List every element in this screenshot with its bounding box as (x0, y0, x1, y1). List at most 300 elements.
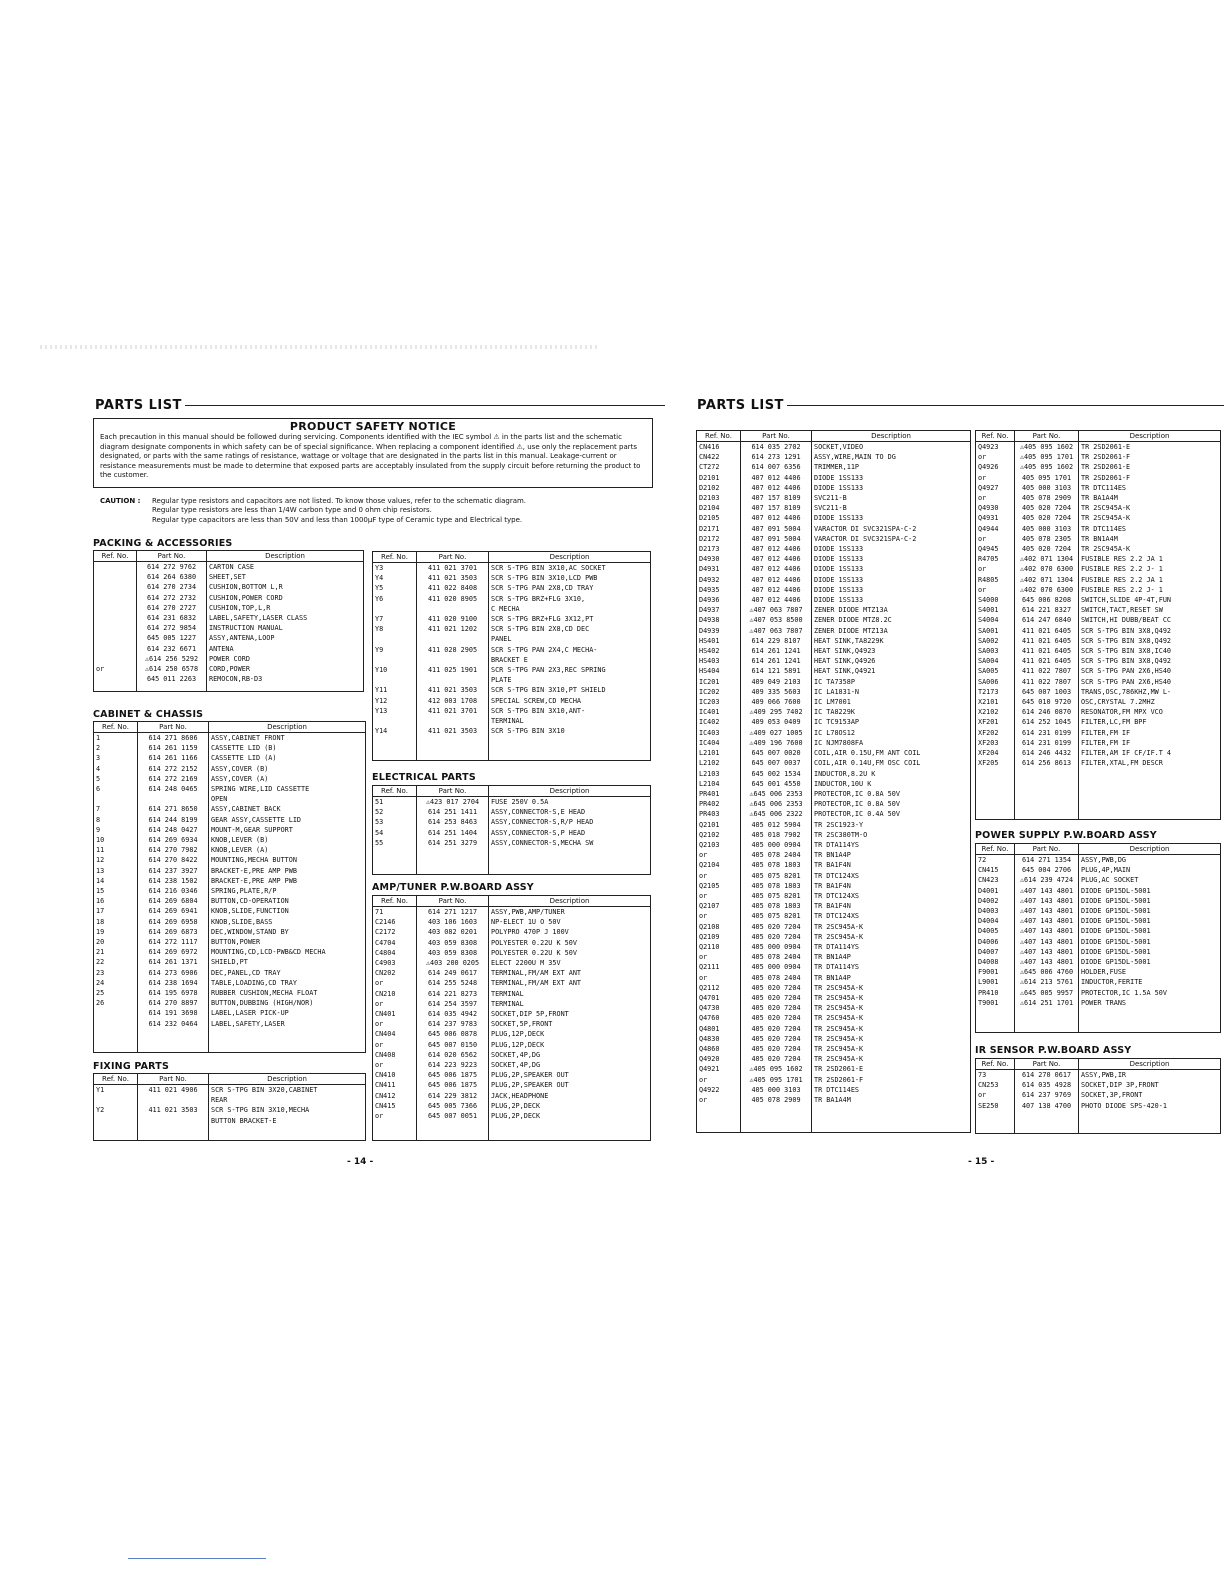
description-cell: SCR S-TPG BRZ+FLG 3X12,PT (489, 614, 651, 624)
ref-no-cell: SA005 (976, 666, 1015, 676)
table-row (697, 779, 971, 789)
ref-no-cell: Q2101 (697, 820, 741, 830)
part-no-cell: 614 231 0199 (1015, 738, 1079, 748)
description-cell: TR BA1F4N (812, 901, 971, 911)
table-row (976, 605, 1221, 615)
ref-no-cell: XF204 (976, 748, 1015, 758)
part-no-cell: 614 264 6380 (137, 572, 207, 582)
part-no-cell: 405 078 1803 (741, 901, 812, 911)
table-row (94, 978, 366, 988)
description-cell: TR 2SC945A-K (812, 993, 971, 1003)
ref-no-cell: Q4920 (697, 1054, 741, 1064)
ref-no-cell: 26 (94, 998, 138, 1008)
ref-no-cell: T9001 (976, 998, 1015, 1008)
part-no-cell: ⚠407 143 4801 (1015, 886, 1079, 896)
description-cell: TERMINAL,FM/AM EXT ANT (489, 978, 651, 988)
ref-no-cell: CN401 (373, 1009, 417, 1019)
table-row (976, 896, 1221, 906)
table-row (94, 957, 366, 967)
table-row (976, 483, 1221, 493)
ref-no-cell: Q2110 (697, 942, 741, 952)
ref-no-cell: 20 (94, 937, 138, 947)
part-no-cell: 614 238 1694 (138, 978, 209, 988)
part-no-cell: 645 005 7366 (417, 1101, 489, 1111)
table-row (976, 1070, 1221, 1081)
table-row (976, 473, 1221, 483)
ref-no-cell: Q4921 (697, 1064, 741, 1074)
ref-no-cell: Q4730 (697, 1003, 741, 1013)
part-no-cell: 614 229 8107 (741, 636, 812, 646)
part-no-cell: 403 059 8308 (417, 948, 489, 958)
ref-no-cell (373, 716, 417, 726)
table-row (976, 462, 1221, 472)
description-cell: IC TC9153AP (812, 717, 971, 727)
table-row (94, 876, 366, 886)
part-no-cell: 614 237 9769 (1015, 1090, 1079, 1100)
part-no-cell: 405 020 7204 (741, 1054, 812, 1064)
ref-no-cell: C2146 (373, 917, 417, 927)
table-row (94, 1116, 366, 1126)
ref-no-cell: HS401 (697, 636, 741, 646)
product-safety-notice (93, 418, 653, 488)
caution-label: CAUTION : (100, 497, 141, 505)
table-row (94, 968, 366, 978)
part-no-cell: 614 249 0617 (417, 968, 489, 978)
part-no-cell: ⚠645 006 2353 (741, 789, 812, 799)
table-row (697, 871, 971, 881)
column-header: Part No. (741, 431, 812, 442)
part-no-cell (138, 1116, 209, 1126)
table-row (976, 916, 1221, 926)
description-cell: DIODE 1SS133 (812, 564, 971, 574)
table-row (373, 645, 651, 655)
section-title-amptuner: AMP/TUNER P.W.BOARD ASSY (372, 882, 534, 893)
ref-no-cell: D2103 (697, 493, 741, 503)
part-no-cell: 405 078 1803 (741, 881, 812, 891)
table-row (373, 604, 651, 614)
description-cell: SPRING,PLATE,R/P (209, 886, 366, 896)
table-row (94, 988, 366, 998)
ref-no-cell (94, 1008, 138, 1018)
table-row (697, 564, 971, 574)
description-cell: TERMINAL (489, 989, 651, 999)
table-row (373, 978, 651, 988)
ref-no-cell: or (697, 973, 741, 983)
description-cell: SOCKET,DIP 3P,FRONT (1079, 1080, 1221, 1090)
description-cell: FUSE 250V 0.5A (489, 797, 651, 808)
part-no-cell: 405 020 7204 (1015, 513, 1079, 523)
part-no-cell: 405 020 7204 (741, 993, 812, 1003)
part-no-cell: 614 121 5891 (741, 666, 812, 676)
description-cell: TRIMMER,11P (812, 462, 971, 472)
ref-no-cell: D4930 (697, 554, 741, 564)
table-row (976, 988, 1221, 998)
part-no-cell: 645 004 2706 (1015, 865, 1079, 875)
table-row (94, 804, 366, 814)
column-header: Description (489, 552, 651, 563)
description-cell: ASSY,CONNECTOR-S,MECHA SW (489, 838, 651, 848)
description-cell: RUBBER CUSHION,MECHA FLOAT (209, 988, 366, 998)
table-row (976, 442, 1221, 453)
ref-no-cell: or (697, 871, 741, 881)
part-no-cell: 405 000 3103 (1015, 483, 1079, 493)
table-row (94, 794, 366, 804)
description-cell: INSTRUCTION MANUAL (207, 623, 364, 633)
table-row (697, 687, 971, 697)
table-row (373, 828, 651, 838)
part-no-cell: ⚠405 095 1602 (741, 1064, 812, 1074)
description-cell: CARTON CASE (207, 562, 364, 573)
description-cell: TR BA1A4M (812, 1095, 971, 1105)
table-row (94, 937, 366, 947)
table-row (697, 544, 971, 554)
description-cell: TR 2SD2061-E (1079, 462, 1221, 472)
ref-no-cell: CN411 (373, 1080, 417, 1090)
ref-no-cell (94, 582, 137, 592)
table-row (94, 927, 366, 937)
table-row (697, 452, 971, 462)
part-no-cell: 614 252 1045 (1015, 717, 1079, 727)
description-cell: SOCKET,3P,FRONT (1079, 1090, 1221, 1100)
description-cell: ZENER DIODE MTZ13A (812, 605, 971, 615)
column-header: Description (209, 1074, 366, 1085)
ref-no-cell (373, 634, 417, 644)
ref-no-cell: SA006 (976, 677, 1015, 687)
table-row (373, 938, 651, 948)
ref-no-cell: 21 (94, 947, 138, 957)
description-cell: BRACKET-E,PRE AMP PWB (209, 866, 366, 876)
description-cell: TR BA1F4N (812, 881, 971, 891)
section-title-cabinet: CABINET & CHASSIS (93, 709, 204, 720)
parts-table (372, 895, 651, 1141)
part-no-cell: 614 216 0346 (138, 886, 209, 896)
description-cell: SWITCH,SLIDE 4P-4T,FUN (1079, 595, 1221, 605)
table-row (373, 999, 651, 1009)
part-no-cell: 405 000 0904 (741, 962, 812, 972)
ref-no-cell (94, 623, 137, 633)
description-cell: JACK,HEADPHONE (489, 1091, 651, 1101)
table-row (697, 942, 971, 952)
table-row (976, 697, 1221, 707)
table-row (976, 1101, 1221, 1111)
part-no-cell: ⚠407 063 7807 (741, 626, 812, 636)
part-no-cell: 614 221 8273 (417, 989, 489, 999)
table-row (697, 973, 971, 983)
description-cell: PROTECTOR,IC 0.4A 50V (812, 809, 971, 819)
part-no-cell: 405 000 3103 (741, 1085, 812, 1095)
table-row (697, 881, 971, 891)
part-no-cell: 405 078 2305 (1015, 534, 1079, 544)
ref-no-cell: 19 (94, 927, 138, 937)
table-row (697, 1095, 971, 1105)
part-no-cell: 409 053 0409 (741, 717, 812, 727)
table-row (697, 1034, 971, 1044)
table-row (94, 743, 366, 753)
part-no-cell: 405 020 7204 (741, 1044, 812, 1054)
table-row (697, 1024, 971, 1034)
scan-noise (40, 345, 600, 349)
table-row (94, 623, 364, 633)
table-row (94, 633, 364, 643)
ref-no-cell: IC403 (697, 728, 741, 738)
description-cell: FILTER,AM IF CF/IF.T 4 (1079, 748, 1221, 758)
description-cell: LABEL,LASER PICK-UP (209, 1008, 366, 1018)
description-cell: TR 2SC945A-K (1079, 503, 1221, 513)
table-row (697, 850, 971, 860)
part-no-cell: 614 238 1502 (138, 876, 209, 886)
description-cell: ASSY,CABINET FRONT (209, 733, 366, 744)
ref-no-cell: 5 (94, 774, 138, 784)
part-no-cell: 411 028 2905 (417, 645, 489, 655)
table-row (697, 442, 971, 453)
table-row (94, 825, 366, 835)
part-no-cell: ⚠423 017 2704 (417, 797, 489, 808)
table-row (94, 593, 364, 603)
part-no-cell: 645 010 9720 (1015, 697, 1079, 707)
part-no-cell: 645 007 0037 (741, 758, 812, 768)
description-cell: TR 2SC945A-K (812, 1044, 971, 1054)
ref-no-cell: CN412 (373, 1091, 417, 1101)
part-no-cell: 614 272 2169 (138, 774, 209, 784)
description-cell: TR DTC124XS (812, 891, 971, 901)
ref-no-cell: SA003 (976, 646, 1015, 656)
description-cell: SPECIAL SCREW,CD MECHA (489, 696, 651, 706)
notice-text: Each precaution in this manual should be followed during servicing. Components identified with the IEC symbol ⚠ in the parts list and the schematic diagram designate components in which safety can be of special significance. When replacing a component identified ⚠, use only the replacement parts designated, or parts with the same ratings of resistance, wattage or voltage that are designated in the parts list in this manual. Leakage-current or resistance measurements must be made to determine that exposed parts are acceptably insulated from the supply circuit before returning the product to the customer. (100, 433, 641, 480)
description-cell: PROTECTOR,IC 0.8A 50V (812, 789, 971, 799)
table-row (94, 664, 364, 674)
description-cell: PLUG,2P,SPEAKER OUT (489, 1080, 651, 1090)
ref-no-cell (94, 633, 137, 643)
part-no-cell: 614 270 0617 (1015, 1070, 1079, 1081)
part-no-cell: 614 271 1354 (1015, 855, 1079, 866)
ref-no-cell: D4006 (976, 937, 1015, 947)
ref-no-cell (94, 1116, 138, 1126)
ref-no-cell: XF202 (976, 728, 1015, 738)
table-row (697, 636, 971, 646)
part-no-cell: 403 082 0201 (417, 927, 489, 937)
description-cell: PLUG,2P,DECK (489, 1101, 651, 1111)
ref-no-cell: 12 (94, 855, 138, 865)
part-no-cell: 407 157 8109 (741, 493, 812, 503)
part-no-cell: 407 012 4406 (741, 483, 812, 493)
part-no-cell: 405 078 2404 (741, 973, 812, 983)
description-cell: ASSY,PWB,AMP/TUNER (489, 907, 651, 918)
part-no-cell: 614 269 6873 (138, 927, 209, 937)
description-cell: TR 2SC945A-K (812, 1054, 971, 1064)
table-row (976, 656, 1221, 666)
table-row (697, 483, 971, 493)
ref-no-cell: XF203 (976, 738, 1015, 748)
ref-no-cell: D2102 (697, 483, 741, 493)
description-cell: TR DTC114ES (1079, 483, 1221, 493)
table-row (94, 906, 366, 916)
description-cell: PROTECTOR,IC 1.5A 50V (1079, 988, 1221, 998)
ref-no-cell: Q2108 (697, 922, 741, 932)
column-header: Ref. No. (94, 551, 137, 562)
description-cell: KNOB,SLIDE,BASS (209, 917, 366, 927)
part-no-cell: 614 246 0870 (1015, 707, 1079, 717)
ref-no-cell: Q4801 (697, 1024, 741, 1034)
part-no-cell: 614 251 3279 (417, 838, 489, 848)
table-row (373, 716, 651, 726)
part-no-cell: 405 020 7204 (741, 1003, 812, 1013)
part-no-cell: 614 271 1217 (417, 907, 489, 918)
ref-no-cell: Q2104 (697, 860, 741, 870)
ref-no-cell: Y3 (373, 563, 417, 574)
ref-no-cell: Q2103 (697, 840, 741, 850)
part-no-cell: 409 335 5603 (741, 687, 812, 697)
ref-no-cell: CN415 (373, 1101, 417, 1111)
table-row (697, 605, 971, 615)
ref-no-cell (94, 572, 137, 582)
description-cell: SCR S-TPG BIN 3X8,IC40 (1079, 646, 1221, 656)
table-row (976, 595, 1221, 605)
ref-no-cell: Q4830 (697, 1034, 741, 1044)
table-row (697, 769, 971, 779)
part-no-cell: 407 012 4406 (741, 595, 812, 605)
description-cell: DIODE 1SS133 (812, 595, 971, 605)
description-cell: ANTENA (207, 644, 364, 654)
part-no-cell: 411 021 3503 (138, 1105, 209, 1115)
table-row (697, 585, 971, 595)
part-no-cell: 614 251 1411 (417, 807, 489, 817)
description-cell: DIODE GP15DL-5001 (1079, 906, 1221, 916)
description-cell: DIODE GP15DL-5001 (1079, 957, 1221, 967)
description-cell: TR 2SC380TM-O (812, 830, 971, 840)
table-row (976, 875, 1221, 885)
column-header: Description (207, 551, 364, 562)
description-cell: SWITCH,HI DUBB/BEAT CC (1079, 615, 1221, 625)
part-no-cell: 614 244 8199 (138, 815, 209, 825)
part-no-cell: ⚠407 143 4801 (1015, 906, 1079, 916)
ref-no-cell: or (976, 564, 1015, 574)
table-row (94, 1105, 366, 1115)
description-cell: TR 2SC945A-K (812, 1024, 971, 1034)
description-cell: SOCKET,4P,DG (489, 1060, 651, 1070)
part-no-cell: 411 021 4906 (138, 1085, 209, 1096)
part-no-cell: 614 248 0465 (138, 784, 209, 794)
ref-no-cell: Q4701 (697, 993, 741, 1003)
table-row (697, 738, 971, 748)
part-no-cell: 407 012 4406 (741, 585, 812, 595)
ref-no-cell (373, 675, 417, 685)
table-row (697, 462, 971, 472)
table-row (976, 717, 1221, 727)
part-no-cell (417, 634, 489, 644)
electrical-table (372, 785, 651, 875)
part-no-cell: 614 247 6840 (1015, 615, 1079, 625)
parts-table (975, 843, 1221, 1033)
ref-no-cell: 73 (976, 1070, 1015, 1081)
description-cell: DIODE 1SS133 (812, 575, 971, 585)
part-no-cell: 405 020 7204 (741, 1024, 812, 1034)
ref-no-cell: CN415 (976, 865, 1015, 875)
description-cell: PLUG,AC SOCKET (1079, 875, 1221, 885)
part-no-cell: ⚠402 070 6300 (1015, 585, 1079, 595)
description-cell: ASSY,CABINET BACK (209, 804, 366, 814)
ref-no-cell: S4001 (976, 605, 1015, 615)
description-cell: CASSETTE LID (A) (209, 753, 366, 763)
part-no-cell: 412 003 1708 (417, 696, 489, 706)
part-no-cell: 614 273 6906 (138, 968, 209, 978)
part-no-cell: 407 012 4406 (741, 575, 812, 585)
table-row (976, 666, 1221, 676)
description-cell: DIODE GP15DL-5001 (1079, 896, 1221, 906)
part-no-cell (417, 604, 489, 614)
ref-no-cell (94, 603, 137, 613)
ref-no-cell: CN410 (373, 1070, 417, 1080)
description-cell: ZENER DIODE MTZ8.2C (812, 615, 971, 625)
table-row (976, 926, 1221, 936)
description-cell: ZENER DIODE MTZ13A (812, 626, 971, 636)
ref-no-cell: D4001 (976, 886, 1015, 896)
part-no-cell: ⚠402 070 6300 (1015, 564, 1079, 574)
part-no-cell: 405 012 5904 (741, 820, 812, 830)
ref-no-cell: Y14 (373, 726, 417, 736)
ref-no-cell: 54 (373, 828, 417, 838)
description-cell: SOCKET,5P,FRONT (489, 1019, 651, 1029)
right-page-heading: PARTS LIST (697, 398, 1224, 413)
description-cell: TERMINAL (489, 716, 651, 726)
description-cell: ASSY,PWB,IR (1079, 1070, 1221, 1081)
column-header: Part No. (137, 551, 207, 562)
part-no-cell: ⚠614 251 1701 (1015, 998, 1079, 1008)
table-row (373, 807, 651, 817)
part-no-cell: 405 078 2909 (741, 1095, 812, 1105)
description-cell: INDUCTOR,8.2U K (812, 769, 971, 779)
part-no-cell: 411 021 3503 (417, 726, 489, 736)
ref-no-cell: C4704 (373, 938, 417, 948)
part-no-cell: 411 020 8905 (417, 594, 489, 604)
description-cell: BUTTON BRACKET-E (209, 1116, 366, 1126)
description-cell: SHIELD,PT (209, 957, 366, 967)
description-cell: SHEET,SET (207, 572, 364, 582)
parts-table (93, 1073, 366, 1141)
description-cell: OSC,CRYSTAL 7.2MHZ (1079, 697, 1221, 707)
table-row (697, 1044, 971, 1054)
description-cell: HEAT SINK,Q4926 (812, 656, 971, 666)
table-row (976, 615, 1221, 625)
part-no-cell: 614 231 0199 (1015, 728, 1079, 738)
table-row (697, 707, 971, 717)
table-row (697, 952, 971, 962)
column-header: Part No. (138, 1074, 209, 1085)
ref-no-cell: 15 (94, 886, 138, 896)
part-no-cell: 614 270 2727 (137, 603, 207, 613)
part-no-cell: 614 221 8327 (1015, 605, 1079, 615)
table-row (94, 572, 364, 582)
part-no-cell: 409 066 7600 (741, 697, 812, 707)
description-cell: PLUG,12P,DECK (489, 1040, 651, 1050)
table-row (697, 809, 971, 819)
description-cell: TR BN1A4P (812, 952, 971, 962)
part-no-cell: 645 007 1003 (1015, 687, 1079, 697)
part-no-cell: 405 020 7204 (741, 1034, 812, 1044)
description-cell: TR DTC114ES (1079, 524, 1221, 534)
table-row (94, 815, 366, 825)
description-cell: PHOTO DIODE SPS-420-1 (1079, 1101, 1221, 1111)
table-row (94, 774, 366, 784)
description-cell: IC LM7001 (812, 697, 971, 707)
ref-no-cell: or (373, 978, 417, 988)
ref-no-cell: Y9 (373, 645, 417, 655)
ref-no-cell: C4903 (373, 958, 417, 968)
part-no-cell: ⚠645 006 2353 (741, 799, 812, 809)
part-no-cell: 405 095 1701 (1015, 473, 1079, 483)
description-cell: SCR S-TPG BIN 3X8,Q492 (1079, 626, 1221, 636)
ref-no-cell: 72 (976, 855, 1015, 866)
description-cell: TR 2SD2061-F (1079, 452, 1221, 462)
